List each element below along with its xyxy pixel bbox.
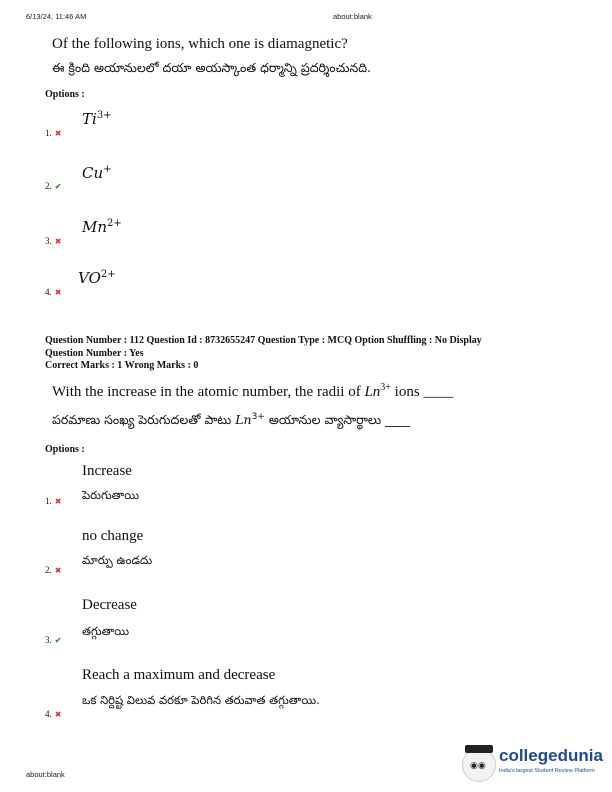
logo-name: collegedunia	[499, 746, 603, 765]
q2-option-1-telugu: పెరుగుతాయి	[82, 488, 140, 502]
options-label: Options :	[45, 89, 85, 100]
wrong-mark-icon: ✖	[54, 288, 62, 297]
q1-option-4-formula: $VO^{2+}$	[78, 269, 116, 287]
q2-option-4-telugu: ఒక నిర్దిష్ట విలువ వరకూ పెరిగిన తరువాత తగ్గుతాయి.	[82, 693, 320, 707]
q1-option-1-number: 1. ✖	[45, 128, 62, 138]
q2-option-4-number: 4. ✖	[45, 709, 62, 719]
student-mascot-icon: ◉◉	[462, 748, 496, 782]
q2-option-1-number: 1. ✖	[45, 496, 62, 506]
logo-tagline: India's largest Student Review Platform	[499, 768, 595, 774]
correct-check-icon: ✔	[54, 182, 62, 191]
question-meta: Question Number : 112 Question Id : 8732655247 Question Type : MCQ Option Shuffling : No Display Question Number : Yes Correct Marks : 1 Wrong Marks : 0	[45, 335, 482, 371]
wrong-mark-icon: ✖	[54, 710, 62, 719]
q2-option-1-english: Increase	[82, 463, 132, 479]
wrong-mark-icon: ✖	[54, 129, 62, 138]
q1-option-2-formula: Cu+	[82, 164, 112, 182]
question-2-telugu: పరమాణు సంఖ్య పెరుగుదలతో పాటు $Ln^{3+}$ అయానుల వ్యాసార్థాలు ____	[52, 412, 411, 428]
collegedunia-logo	[462, 746, 612, 786]
print-url: about:blank	[333, 12, 372, 21]
q2-option-2-english: no change	[82, 528, 144, 544]
wrong-mark-icon: ✖	[54, 566, 62, 575]
q1-option-1-formula: $Ti^{3+}$	[82, 110, 112, 128]
q1-option-3-formula: $Mn^{2+}$	[82, 218, 122, 236]
q1-option-3-number: 3. ✖	[45, 236, 62, 246]
q1-option-4-number: 4. ✖	[45, 287, 62, 297]
question-2-english: With the increase in the atomic number, the radii of $Ln^{3+}$ ions ____	[52, 382, 454, 400]
q2-option-3-telugu: తగ్గుతాయి	[82, 624, 129, 638]
q2-option-3-english: Decrease	[82, 597, 137, 613]
q2-option-2-number: 2. ✖	[45, 565, 62, 575]
q2-option-3-number: 3. ✔	[45, 635, 62, 645]
print-datetime: 6/13/24, 11:46 AM	[26, 12, 87, 21]
options-label: Options :	[45, 444, 85, 455]
wrong-mark-icon: ✖	[54, 237, 62, 246]
q1-option-2-number: 2. ✔	[45, 181, 62, 191]
footer-url: about:blank	[26, 770, 65, 779]
q2-option-2-telugu: మార్పు ఉండదు	[82, 553, 153, 567]
q2-option-4-english: Reach a maximum and decrease	[82, 667, 276, 683]
question-1-telugu: ఈ క్రింది అయానులలో దయా అయస్కాంత ధర్మాన్ని ప్రదర్శించునది.	[52, 60, 372, 75]
wrong-mark-icon: ✖	[54, 497, 62, 506]
question-1-english: Of the following ions, which one is diamagnetic?	[52, 36, 348, 52]
correct-check-icon: ✔	[54, 636, 62, 645]
